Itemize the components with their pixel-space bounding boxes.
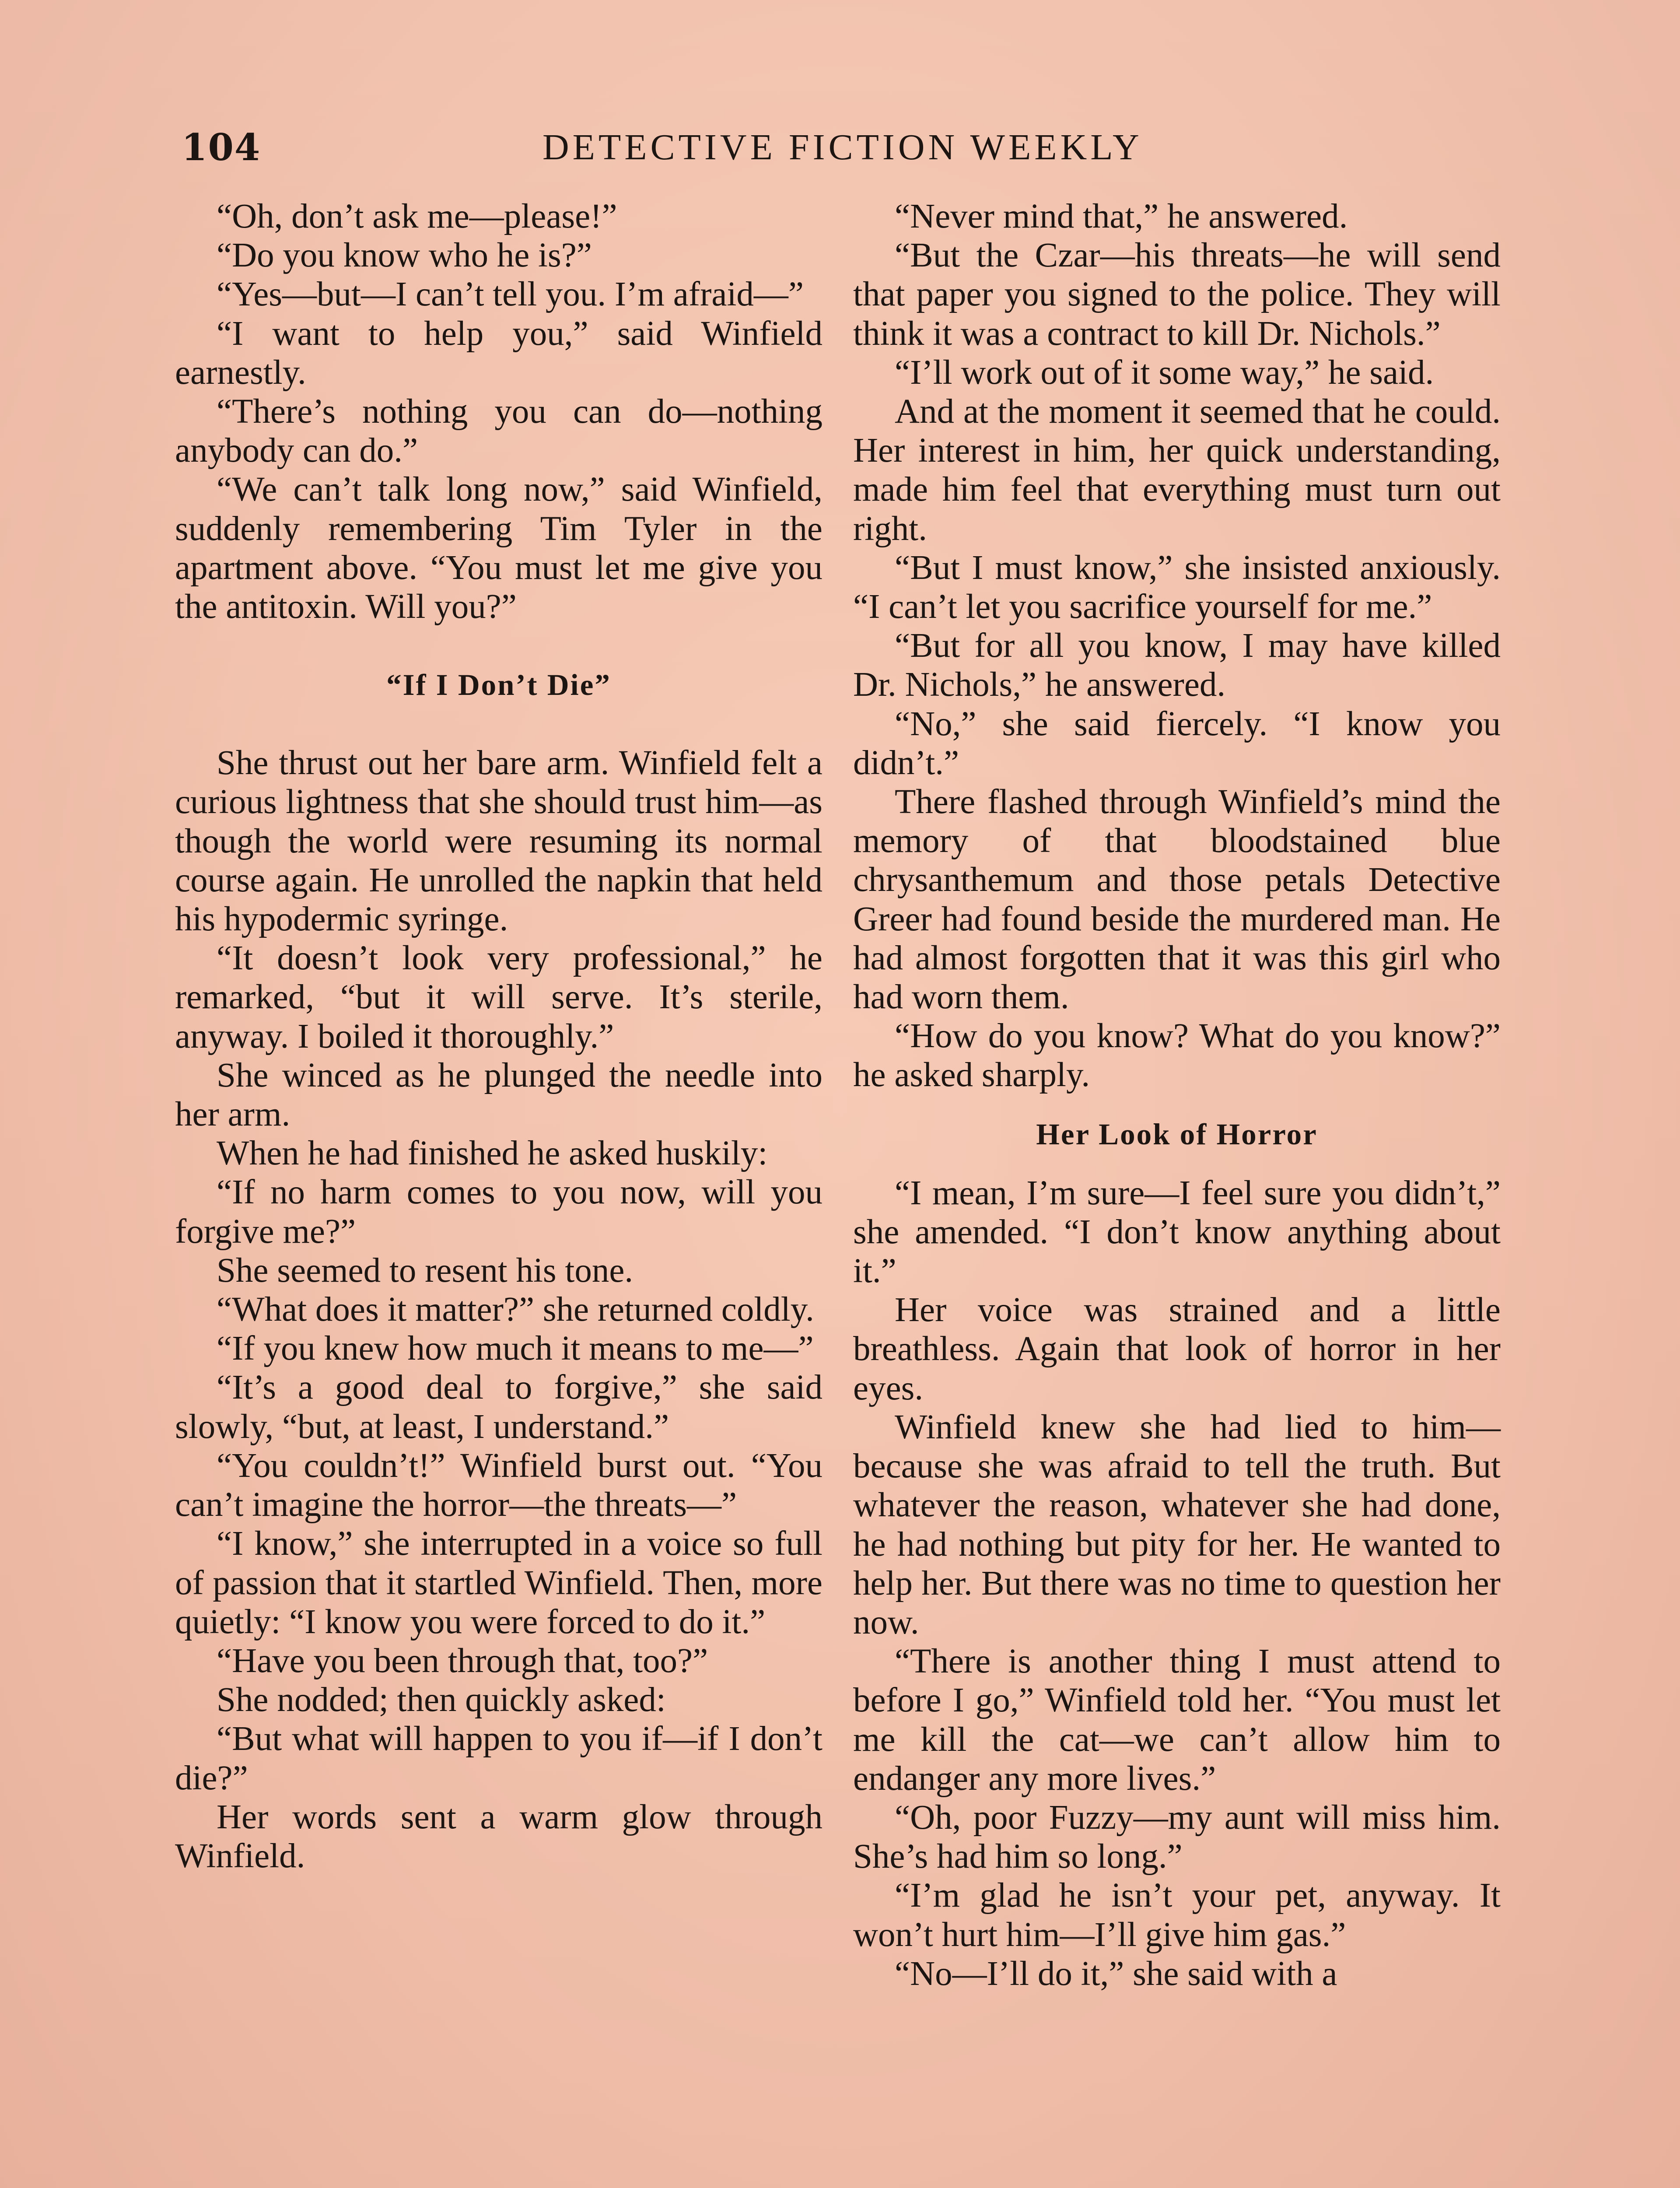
- paragraph: Winfield knew she had lied to him—because she was afraid to tell the truth. But whatever the reason, whatever she had done, he had nothing but pity for her. He wanted to help her. But there was no time to question her now.: [853, 1408, 1501, 1641]
- paragraph: “You couldn’t!” Winfield burst out. “You can’t imagine the horror—the threats—”: [175, 1446, 822, 1524]
- paragraph: “If you knew how much it means to me—”: [217, 1329, 814, 1368]
- paragraph: And at the moment it seemed that he could. Her interest in him, her quick understanding, made him feel that everything must turn out right.: [853, 393, 1501, 548]
- paragraph: “But what will happen to you if—if I don’t die?”: [175, 1720, 822, 1797]
- right-column: [853, 197, 1501, 1993]
- paragraph: “But I must know,” she insisted anxiously. “I can’t let you sacrifice yourself for me.”: [853, 548, 1501, 626]
- paragraph: Her words sent a warm glow through Winfield.: [175, 1798, 822, 1875]
- section-subhead: Her Look of Horror: [1036, 1117, 1318, 1151]
- paragraph: When he had finished he asked huskily:: [217, 1134, 768, 1173]
- paragraph: Her voice was strained and a little breathless. Again that look of horror in her eyes.: [853, 1291, 1501, 1407]
- left-column: [175, 197, 822, 1876]
- paragraph: “But the Czar—his threats—he will send that paper you signed to the police. They will think it was a contract to kill Dr. Nichols.”: [853, 236, 1501, 353]
- paragraph: “I want to help you,” said Winfield earnestly.: [175, 314, 822, 392]
- paragraph: “It doesn’t look very professional,” he remarked, “but it will serve. It’s sterile, anyway. I boiled it thoroughly.”: [175, 939, 822, 1055]
- paragraph: She thrust out her bare arm. Winfield felt a curious lightness that she should trust him—as though the world were resuming its normal course again. He unrolled the napkin that held his hypodermic syringe.: [175, 744, 822, 939]
- paragraph: “I’ll work out of it some way,” he said.: [895, 353, 1434, 392]
- paragraph: “How do you know? What do you know?” he asked sharply.: [853, 1017, 1501, 1094]
- paragraph: “Never mind that,” he answered.: [895, 197, 1348, 235]
- section-subhead: “If I Don’t Die”: [386, 668, 611, 702]
- page-header: [0, 123, 1680, 172]
- paragraph: There flashed through Winfield’s mind the memory of that bloodstained blue chrysanthemum and those petals Detective Greer had found beside the murdered man. He had almost forgotten that it was this girl who had worn them.: [853, 783, 1501, 1017]
- paragraph: “We can’t talk long now,” said Winfield, suddenly remembering Tim Tyler in the apartment above. “You must let me give you the antitoxin. Will you?”: [175, 470, 822, 626]
- paragraph: “There is another thing I must attend to before I go,” Winfield told her. “You must let me kill the cat—we can’t allow him to endanger any more lives.”: [853, 1642, 1501, 1798]
- paragraph: “But for all you know, I may have killed Dr. Nichols,” he answered.: [853, 627, 1501, 704]
- paragraph: She nodded; then quickly asked:: [217, 1681, 666, 1719]
- paragraph: “It’s a good deal to forgive,” she said slowly, “but, at least, I understand.”: [175, 1368, 822, 1446]
- paragraph: “Oh, poor Fuzzy—my aunt will miss him. She’s had him so long.”: [853, 1798, 1501, 1876]
- paragraph: “No,” she said fiercely. “I know you didn’t.”: [853, 705, 1501, 782]
- page-number: 104: [182, 126, 261, 169]
- paragraph: “Oh, don’t ask me—please!”: [217, 197, 617, 235]
- paragraph: “I know,” she interrupted in a voice so full of passion that it startled Winfield. Then, more quietly: “I know you were forced to do it.”: [175, 1525, 822, 1641]
- paragraph: She winced as he plunged the needle into her arm.: [175, 1056, 822, 1134]
- running-title: DETECTIVE FICTION WEEKLY: [542, 127, 1143, 168]
- paragraph: “Do you know who he is?”: [217, 236, 592, 275]
- paragraph: “Yes—but—I can’t tell you. I’m afraid—”: [217, 275, 804, 314]
- paragraph: “I mean, I’m sure—I feel sure you didn’t,” she amended. “I don’t know anything about it.”: [853, 1174, 1501, 1290]
- paragraph: “What does it matter?” she returned coldly.: [217, 1290, 814, 1329]
- paragraph: “No—I’ll do it,” she said with a: [895, 1954, 1337, 1993]
- paragraph: “There’s nothing you can do—nothing anybody can do.”: [175, 393, 822, 470]
- paragraph: “If no harm comes to you now, will you forgive me?”: [175, 1173, 822, 1251]
- paragraph: “Have you been through that, too?”: [217, 1641, 708, 1680]
- paragraph: She seemed to resent his tone.: [217, 1251, 634, 1290]
- paragraph: “I’m glad he isn’t your pet, anyway. It won’t hurt him—I’ll give him gas.”: [853, 1876, 1501, 1954]
